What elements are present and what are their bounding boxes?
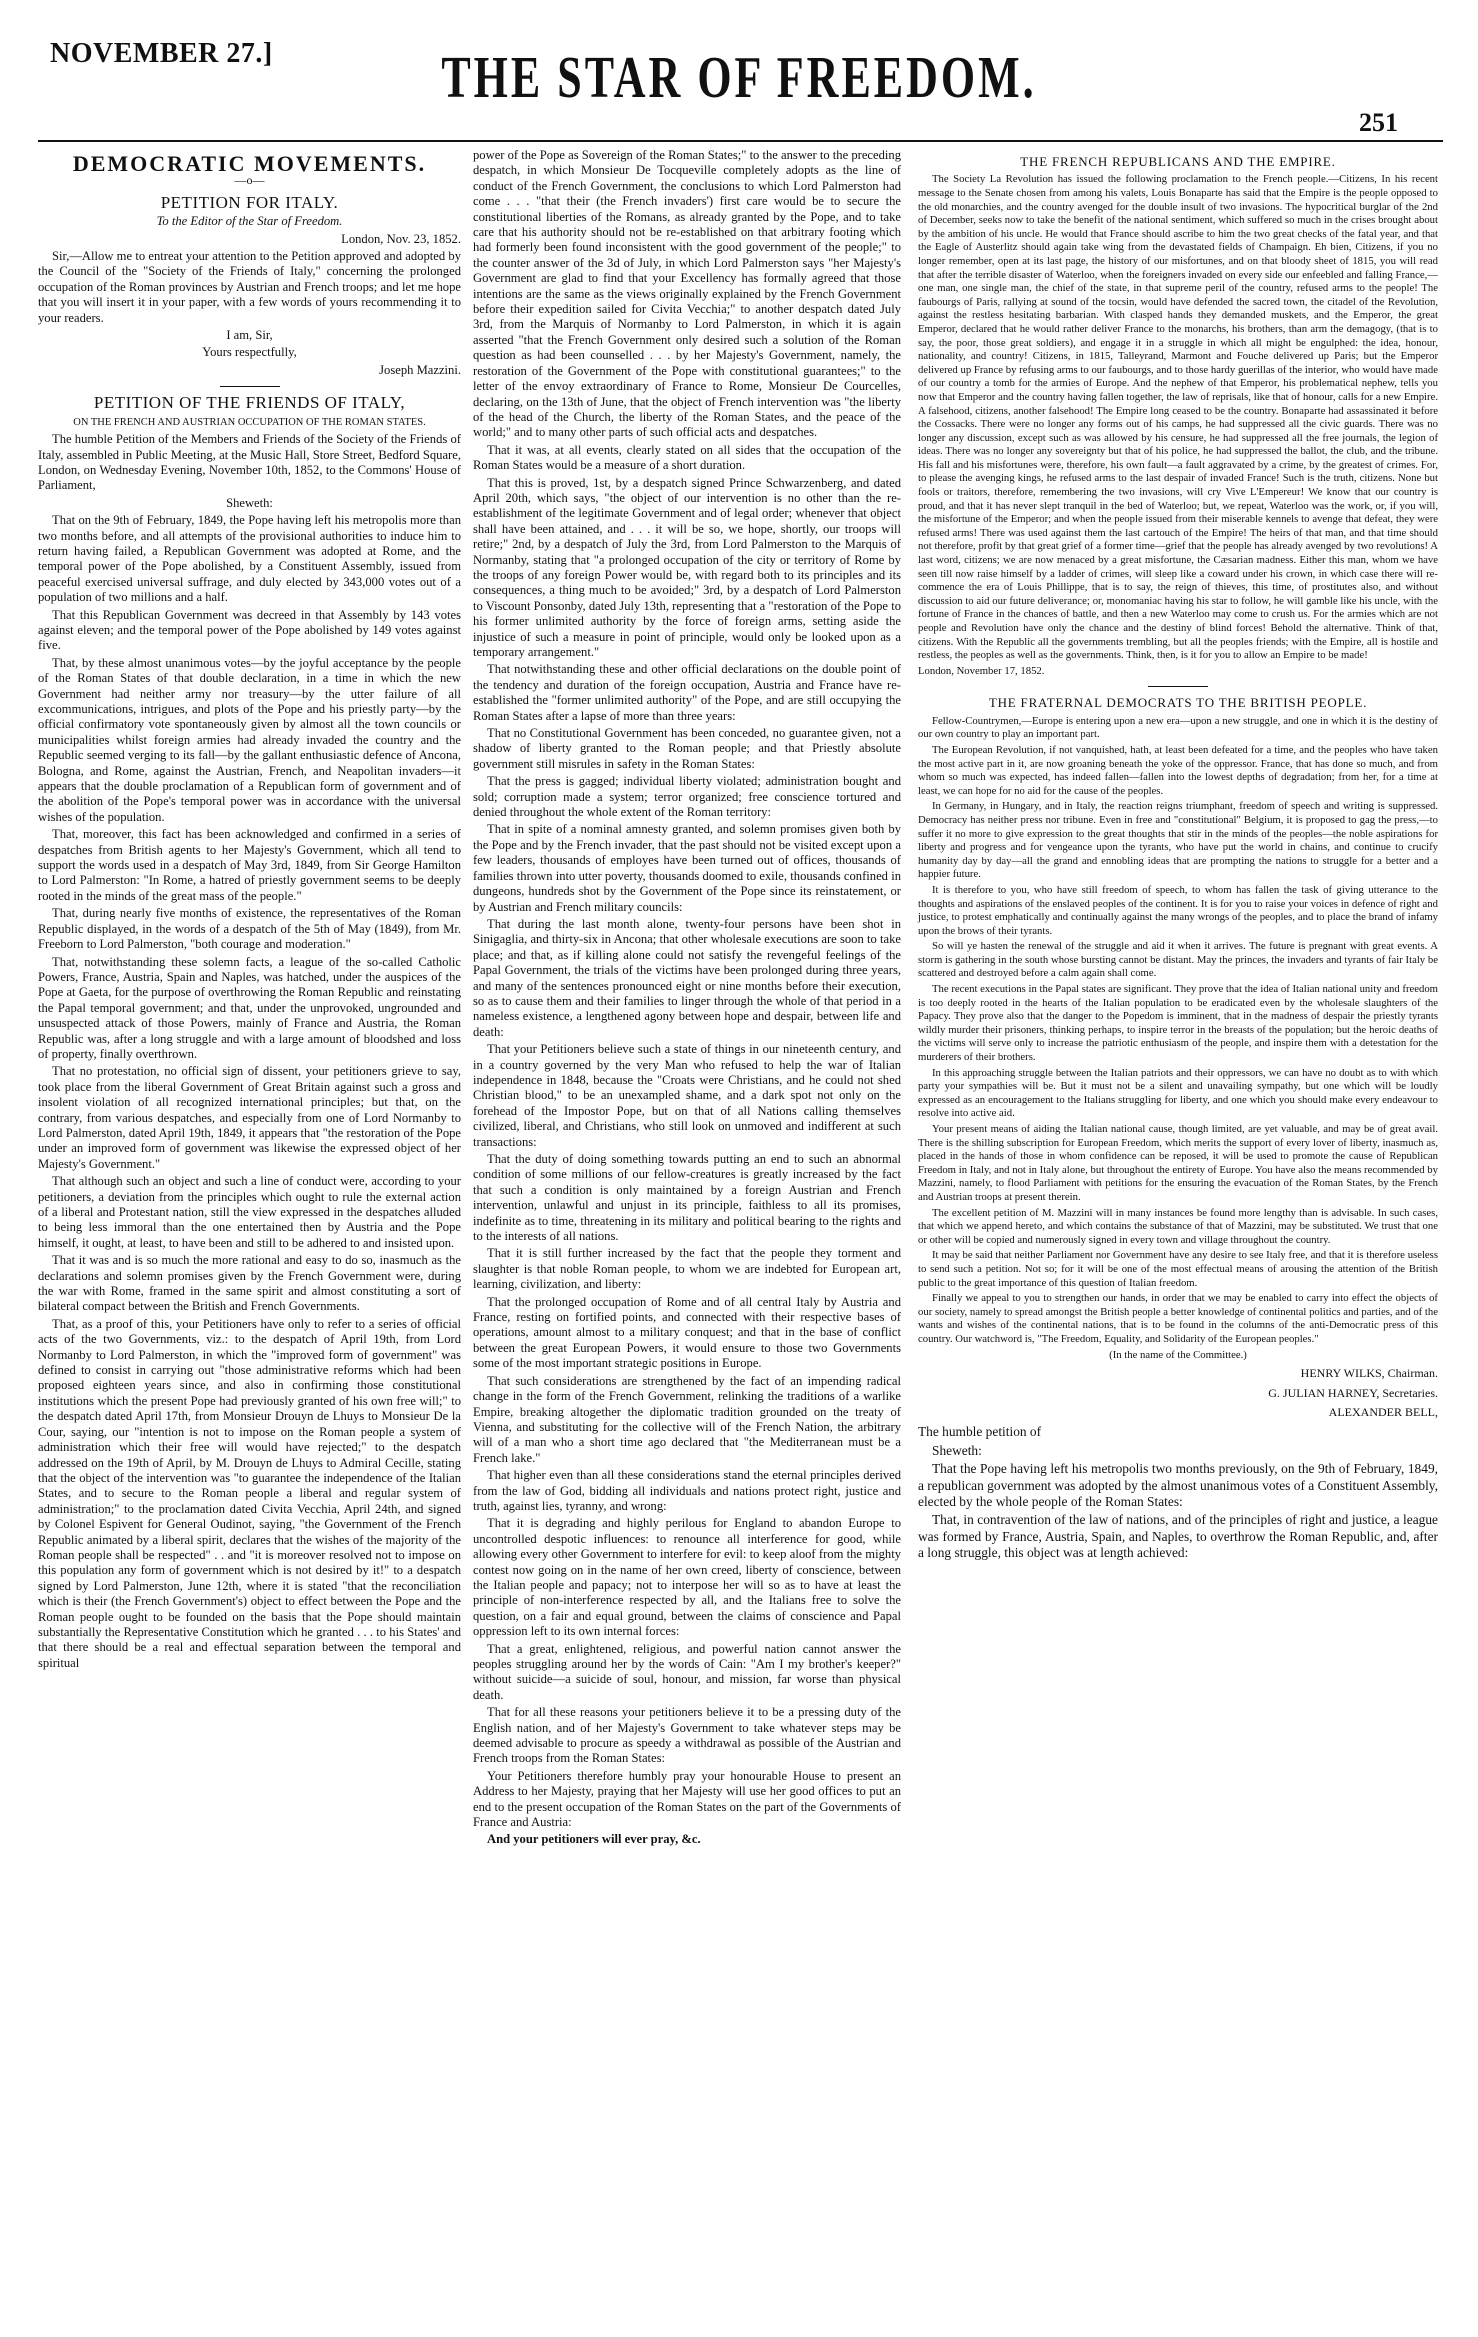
paragraph: That, moreover, this fact has been acknowledged and confirmed in a series of despatches from British agents to her Majesty's Government, which all tend to support the words used in a despatch of May 3rd, 1849, from Sir George Hamilton to Lord Palmerston: "In Rome, a hatred of priestly government seems to be deeply rooted in the minds of the great mass of the people." (38, 827, 461, 903)
paragraph: That on the 9th of February, 1849, the Pope having left his metropolis more than two months before, and all attempts of the provisional authorities to induce him to return having failed, a Republican Government was adopted at Rome, and the temporal power of the Pope abolished, by a Constituent Assembly, issued from peaceful exercised universal suffrage, and duly elected by 343,000 votes out of a population of two millions and a half. (38, 513, 461, 605)
signatory: ALEXANDER BELL, (1328, 1404, 1438, 1419)
paragraph: That a great, enlightened, religious, and powerful nation cannot answer the peoples struggling around her by the words of Cain: "Am I my brother's keeper?" without suicide—a suicide of soul, honour, and mission, far worse than physical death. (473, 1641, 901, 1702)
paragraph: That it is degrading and highly perilous for England to abandon Europe to uncontrolled despotic influences: to renounce all interference for good, while allowing every other Government to interfere for evil: to keep aloof from the mighty contest now going on in the name of her own creed, liberty of conscience, between the Italian people and papacy; not to interpose her will so as to have at least the principle of non-interference respected by all, and the Italians free to solve the question, on a fair and equal ground, between the claims of conscience and Papal oppression left to its own internal forces: (473, 1516, 901, 1639)
closing: I am, Sir, (226, 328, 273, 343)
masthead (0, 0, 1478, 140)
section-heading: DEMOCRATIC MOVEMENTS. (72, 151, 427, 176)
paragraph: That this is proved, 1st, by a despatch signed Prince Schwarzenberg, and dated April 20th, which says, "the object of our intervention is no other than the re-establishment of the legitimate Government and of legal order; whenever that object shall have been attained, and . . . it will be so, we hope, shortly, our troops will retire;" 2nd, by a despatch of July the 3rd, from Lord Palmerston to the Marquis of Normanby, stating that "a prolonged occupation of the city or territory of Rome by the troops of any foreign Power would be, with regard both to its principles and its consequences, a thing much to be avoided;" 3rd, by a despatch of Lord Palmerston to Viscount Ponsonby, dated July 13th, representing that a "restoration of the Pope to his former unlimited authority by the force of foreign arms, setting aside the injustice of such a measure in point of principle, would only be looked upon as a temporary arrangement." (473, 475, 901, 659)
paragraph: That no Constitutional Government has been conceded, no guarantee given, not a shadow of liberty granted to the Roman people; and that Priestly absolute government still misrules in safety in the Roman States: (473, 726, 901, 771)
committee-note: (In the name of the Committee.) (1109, 1348, 1247, 1361)
paragraph: The recent executions in the Papal states are significant. They prove that the idea of Italian national unity and freedom is too deeply rooted in the hearts of the Italian population to be eradicated even by the wholesale slaughters of the Papacy. They prove also that the danger to the Popedom is imminent, that in the madness of despair the priestly tyrants wildly murder their prisoners, thinking perhaps, to inspire terror in the breasts of the population; but the heroic deaths of the victims will serve only to increase the patriotic enthusiasm of the people, and inspire them with a detestation for the murderers of their brothers. (918, 983, 1438, 1064)
article-subtitle: ON THE FRENCH AND AUSTRIAN OCCUPATION OF THE ROMAN STATES. (73, 416, 426, 428)
paragraph: That it is still further increased by the fact that the people they torment and slaughter is that noble Roman people, to whom we are indebted for European art, learning, civilization, and liberty: (473, 1246, 901, 1292)
paragraph: In Germany, in Hungary, and in Italy, the reaction reigns triumphant, freedom of speech and writing is suppressed. Democracy has neither press nor tribune. Even in free and "constitutional" Belgium, it is proposed to gag the press,—to suffer it no more to give expression to the great thoughts that stir in the minds of the peoples—the noble aspirations for liberty and progress and for vengeance upon the tyrants, who have put the world in chains, and continue to crucify humanity day by day—all the grand and ennobling ideas that are prompting the nations to struggle for a better and a happier future. (918, 800, 1438, 881)
column-1 (38, 148, 461, 1673)
paragraph: Your present means of aiding the Italian national cause, though limited, are yet valuable, and may be of great avail. There is the shilling subscription for European Freedom, which merits the support of every lover of liberty, inasmuch as, placed in the hands of those in whom confidence can be reposed, it will be used to promote the cause of Republican Freedom in Italy, and not in Italy alone, but throughout the entirety of Europe. You have also the means recommended by Mazzini, namely, to flood Parliament with petitions for the ensuring the evacuation of the Roman States, by the French and Austrian troops at present therein. (918, 1123, 1438, 1203)
paragraph: It is therefore to you, who have still freedom of speech, to whom has fallen the task of giving utterance to the thoughts and aspirations of the enslaved peoples of the continent. It is for you to raise your voices in defence of right and justice, to protest emphatically and continually against the many wrongs of the peoples, and to place the brand of infamy upon the brows of their tyrants. (918, 883, 1438, 937)
paragraph: The excellent petition of M. Mazzini will in many instances be found more lengthy than is advisable. In such cases, that which we append hereto, and which contains the substance of that of Mazzini, may be substituted. We trust that one or other will be copied and numerously signed in every town and village throughout the country. (918, 1206, 1438, 1246)
signature: Joseph Mazzini. (379, 362, 461, 377)
dateline-2: London, November 17, 1852. (918, 664, 1045, 677)
paragraph: That it was, at all events, clearly stated on all sides that the occupation of the Roman States would be a measure of a short duration. (473, 442, 901, 473)
sheweth: Sheweth: (226, 495, 273, 510)
paragraph: That the Pope having left his metropolis two months previously, on the 9th of February, 1849, a republican government was adopted by the almost unanimous votes of a Constituent Assembly, elected by the whole people of the Roman States: (918, 1461, 1438, 1509)
paragraph: That, notwithstanding these solemn facts, a league of the so-called Catholic Powers, France, Austria, Spain and Naples, was hatched, under the auspices of the Pope at Gaeta, for the purpose of overthrowing the Roman Republic and reinstating the Papal temporal government; and that, under the unprovoked, ungrounded and unsuspected attack of those Powers, mainly of France and Austria, the Roman Republic was, after a long struggle and with a large amount of bloodshed and loss of property, finally overthrown. (38, 954, 461, 1061)
paragraph: Your Petitioners therefore humbly pray your honourable House to present an Address to her Majesty, praying that her Majesty will use her good offices to put an end to the present occupation of the Roman States on the part of the Governments of France and Austria: (473, 1768, 901, 1830)
to-editor: To the Editor of the Star of Freedom. (156, 214, 343, 229)
paragraph: power of the Pope as Sovereign of the Roman States;" to the answer to the preceding despatch, in which Monsieur De Tocqueville completely adopts as the line of conduct of the French Government, the conclusions to which Lord Palmerston had come . . . "that their (the French invaders') first care would be to secure the constitutional liberties of the Romans, as already granted by the Pope, and to take care that his authority should not be re-established on that arbitrary footing which had formerly been found inconsistent with the good government of the people;" to the counter answer of the 3d of July, in which Lord Palmerston says "her Majesty's Government are glad to find that your Excellency has formally agreed that those intentions are the same as the views originally explained by the French Government before their expedition sailed for Civita Vecchia;" to another despatch dated July 3rd, from the Marquis of Normanby to Lord Palmerston, in which it is again asserted "that the French Government only desired such a solution of the Roman question as had been counselled . . . by her Majesty's Government, namely, the restoration of the Government of the Pope with constitutional guarantees;" to the letter of the envoy extraordinary of France to Rome, Monsieur De Courcelles, declaring, on the 13th of June, that the object of French intervention was "the liberty of the head of the Church, the liberty of the Roman States, and the peace of the world;" and to many other parts of such official acts and despatches. (473, 148, 901, 440)
article-title-2: PETITION OF THE FRIENDS OF ITALY, (93, 393, 406, 413)
column-3 (918, 148, 1438, 1564)
fraternal-article (918, 715, 1438, 1362)
humble-petition: The humble petition of (918, 1424, 1042, 1440)
paragraph: So will ye hasten the renewal of the struggle and aid it when it arrives. The future is pregnant with great events. A storm is gathering in the south whose bursting cannot be distant. May the princes, the invaders and tyrants of fair Italy be scattered and destroyed before a calm again shall come. (918, 940, 1438, 980)
paragraph: The European Revolution, if not vanquished, hath, at least been defeated for a time, and the peoples who have taken the most active part in it, are now groaning beneath the yoke of the oppressor. France, that has done so much, and from whom so much was expected, has indeed fallen—fallen into the lowest depths of degradation; from her, for a time at least, we can hope for no aid for the cause of the peoples. (918, 743, 1438, 797)
paragraph: That the press is gagged; individual liberty violated; administration bought and sold; corruption made a system; terror organized; free conscience tortured and denied throughout the whole extent of the Roman territory: (473, 774, 901, 820)
paragraph: The Society La Revolution has issued the following proclamation to the French people.—Citizens, In his recent message to the Senate chosen from among his valets, Louis Bonaparte has said that the Empire is the people opposed to the old monarchies, and the country avenged for the double insult of two invasions. The hypocritical burglar of the 2nd of December, seeks now to take the benefit of the national sentiment, which suffered so much in the crises brought about by the ambition of his uncle. He would that France should ascribe to him the two great checks of the fatal year, and that the Eagle of Austerlitz should again take wing from the devastated fields of Champaign. Eh bien, Citizens, if you no longer remember, open at its last page, the history of our misfortunes, and on that bloody sheet of 1815, you will read that after the terrible disaster of Waterloo, when the foreigners invaded on every side our enfeebled and falling France,—one man, one single man, the chief of the state, in that supreme peril of the country, refused arms to the people! The faubourgs of Paris, rallying at sound of the tocsin, would have defended the sacred town, the citadel of the Revolution, against the restless hesitating barbarian. With clasped hands they demanded muskets, and the Emperor, the great Emperor, declared that he would rather deliver France to the monarchs, his brothers, than arm the demagogy, (that is to say, the poor, those great soldiers), and engage it in a struggle in which all might be engulphed: the idea, honour, nationality, and country! Citizens, in 1815, Talleyrand, Marmont and Fouche delivered up Paris; but the Emperor delivered up France by refusing arms to our faubourgs, and to those hardy guerillas of the interior, who would have made of our country a tomb for the armies of Europe. And the nephew of that Emperor, his problematical nephew, tells you now that Emperor and the country having fallen together, the law of reprisals, like that of honour, calls for a new Empire. A falsehood, citizens, another falsehood! The Empire long ceased to be the country. Bonaparte had assassinated it before the Cossacks. There were no longer any forms out of his camps, he had suppressed all the civic guards. There was no longer any discussion, except such as was allowed by his censure, he had suppressed all the free journals, the legion of ideas. There was no longer any sovereignty but that of his police, he had suppressed the ballot, the club, and the tribune. His fall and his misfortunes were, therefore, his own fault—a fault aggravated by a crime, by the greatest of crimes. For, to please the avenging kings, he refused arms to the last despair of invaded France! Such is the truth, citizens. None but fools or traitors, therefore, remembering the two invasions, will cry Vive L'Empereur! We know that our country is proud, and that it has never slept tranquil in the bed of Waterloo; but, we repeat, Waterloo was the work, or, if you will, the misfortune of the Emperor; and when the people issued from their miserable kennels to avenge that defeat, they were refused arms! There was used against them the last cartouch of the Empire! The heirs of that man, and that time should not therefore, profit by that great grief of a former time—grief that the people has already avenged by two revolutions! A last word, citizens; we are now menaced by a great misfortune, the Cæsarian madness. Either this man, whom we have seen till now raise himself by a ladder of crimes, will sleep like a coward under his crown, in which case there will re-commence the era of Louis Phillippe, that is to say, the reign of thieves, this time, of prostitutes also, and without discussion to aid our future deliverance; or, monomaniac having his star to follow, he will gamble like his uncle, with the fortune of France in the chances of battle, and then a new Waterloo may come to crush us. For the armies which are not people and Revolution have only the chance and the destiny of blind forces! Behold the alternative. Think of that, citizens. With the Republic all the governments trembling, but all the peoples friends; with the Empire, all is hostile and restless, the peoples as well as the governments. Think, then, is it for you to allow an Empire to be made! (918, 173, 1438, 662)
masthead-rule (38, 140, 1443, 142)
dateline: London, Nov. 23, 1852. (341, 231, 461, 246)
french-article (918, 173, 1438, 678)
page-number: 251 (1359, 108, 1398, 137)
newspaper-title: THE STAR OF FREEDOM. (441, 44, 1037, 111)
petition-intro: The humble Petition of the Members and Friends of the Society of the Friends of Italy, assembled in Public Meeting, at the Music Hall, Store Street, Bedford Square, London, on Wednesday Evening, November 10th, 1852, to the Commons' House of Parliament, (38, 432, 461, 493)
article-title: PETITION FOR ITALY. (160, 192, 339, 212)
signatory-name: G. JULIAN HARNEY, (1268, 1385, 1380, 1400)
paragraph: That no protestation, no official sign of dissent, your petitioners grieve to say, took place from the liberal Government of Great Britain against such a gross and insolent violation of all recognized international principles; but that, on the contrary, from various despatches, and especially from one of Lord Normanby to Lord Palmerston, dated April 19th, 1849, it appears that "the restoration of the Pope under an improved form of government was likewise the expressed object of her Majesty's Government." (38, 1064, 461, 1171)
paragraph: That such considerations are strengthened by the fact of an impending radical change in the form of the French Government, relinking the traditions of a warlike Empire, breaking altogether the diplomatic tradition grounded on the treaty of Vienna, and substituting for the collective will of the French Nation, the arbitrary will of a man who a short time ago declared that "the Mediterranean must be a French lake." (473, 1373, 901, 1465)
sheweth: Sheweth: (932, 1442, 982, 1458)
divider (220, 386, 280, 387)
petition-form (918, 1424, 1438, 1561)
ornament: —o— (234, 173, 265, 188)
paragraph: That, in contravention of the law of nations, and of the principles of right and justice, a league was formed by France, Austria, Spain, and Naples, to overthrow the Roman Republic, and, after a long struggle, this object was at length achieved: (918, 1512, 1438, 1561)
closing-line: And your petitioners will ever pray, &c. (487, 1832, 701, 1847)
paragraph: That, by these almost unanimous votes—by the joyful acceptance by the people of the Roman States of that double declaration, in a time in which the new Government had neither army nor treasury—by the utter failure of all excommunications, intrigues, and plots of the Pope and his priestly party—by the official confirmatory vote spontaneously given by almost all the town councils or municipalities whilst foreign armies had already invaded the country and the Republic seemed verging to its fall—by the gallant enthusiastic defence of Ancona, Bologna, and Rome, against the Austrian, French, and Neapolitan invaders—it appears that the double proclamation of a Republican form of government and of the abolition of the Pope's temporal power was in accordance with the universal wishes of the population. (38, 655, 461, 824)
issue-date: NOVEMBER 27.] (50, 38, 273, 69)
paragraph: That the duty of doing something towards putting an end to such an abnormal condition of some millions of our fellow-creatures is greatly increased by the fact that such a condition is only maintained by a foreign Austrian and French intervention, unlawful and unjust in its principle, faithless to all its promises, indefinite as to time, threatening in its military and political bearing to the rights and to the interests of all nations. (473, 1152, 901, 1244)
paragraph: That the prolonged occupation of Rome and of all central Italy by Austria and France, resting on fortified points, and connected with their respective bases of operations, amount almost to a military conquest; and that in the base of conflict between the great European Powers, it would ensure to those two Governments some of the most important strategic positions in Europe. (473, 1294, 901, 1371)
paragraph: That during the last month alone, twenty-four persons have been shot in Sinigaglia, and thirty-six in Ancona; that other wholesale executions are soon to take place; and that, as if killing alone could not satisfy the revengeful feelings of the Papal Government, the trials of the victims have been prolonged during three years, and many of the sentences pronounced eight or nine months before their execution, so as to cause them and their families to linger through the whole of that period in a nameless existence, a lengthened agony between hope and despair, between life and death: (473, 916, 901, 1039)
letter-paragraph: Sir,—Allow me to entreat your attention to the Petition approved and adopted by the Council of the "Society of the Friends of Italy," concerning the prolonged occupation of the Roman provinces by Austrian and French troops; and let me hope that you will insert it in your paper, with a few words of yours recommending it to your readers. (38, 249, 461, 325)
secretaries-label: Secretaries. (1382, 1385, 1438, 1400)
paragraph: Fellow-Countrymen,—Europe is entering upon a new era—upon a new struggle, and one in which it is the destiny of our own country to play an important part. (918, 714, 1438, 741)
paragraph: That although such an object and such a line of conduct were, according to your petitioners, a deviation from the principles which ought to rule the external action of a liberal and Protestant nation, still the view expressed in the despatches alluded to being less immoral than the one entertained then by Austria and the Pope himself, it ought, at least, to have been and still to be adhered to and insisted upon. (38, 1174, 461, 1250)
article-title-4: THE FRATERNAL DEMOCRATS TO THE BRITISH PEOPLE. (988, 695, 1368, 711)
paragraph: That higher even than all these considerations stand the eternal principles derived from the law of God, bidding all individuals and nations protect right, justice and truth, against lies, tyranny, and wrong: (473, 1468, 901, 1513)
paragraph: That, as a proof of this, your Petitioners have only to refer to a series of official acts of the two Governments, viz.: to the despatch of April 19th, from Lord Normanby to Lord Palmerston, in which the "improved form of government" was defined to consist in carrying out "those administrative reforms which had been proposed eighteen years since, and also in confirming those constitutional institutions which the present Pope had previously granted of his own free will;" to the despatch dated April 17th, from Monsieur Drouyn de Lhuys to Monsieur De la Cour, saying, our "intention is not to impose on the Roman people a system of administration which their free will would have rejected;" to the despatch addressed on the 19th of April, by M. Drouyn de Lhuys to Admiral Cecille, stating that the object of the intervention was "to guarantee the independence of the Italian States, and to secure to the Roman people a liberal and regular system of administration;" to the proclamation dated Civita Vecchia, April 24th, and signed by Colonel Espivent for General Oudinot, saying, "the Government of the French Republic animated by a liberal spirit, declares that the wishes of the majority of the Roman people shall be respected" . . and "it is moreover resolved not to impose on this population any form of government which is not desired by it!" to a despatch signed by Lord Palmerston, June 12th, where it is stated "that the reconciliation which is their (the French Government's) object to effect between the Pope and the Roman people ought to be founded on the basis that the Pope should maintain substantially the Representative Constitution which he granted . . . to his States' and that there should be a real and effectual separation between the temporal and spiritual (38, 1316, 461, 1670)
signatory: HENRY WILKS, Chairman. (1300, 1366, 1438, 1381)
paragraph: It may be said that neither Parliament nor Government have any desire to see Italy free, and that it is therefore useless to send such a petition. Not so; for it will be one of the most effectual means of arousing the attention of the British public to the great importance of this question of Italian freedom. (918, 1249, 1438, 1289)
paragraph: In this approaching struggle between the Italian patriots and their oppressors, we can have no doubt as to with which party your sympathies will be. But it must not be a silent and unavailing sympathy, but one which will be loudly expressed as an encouragement to the Italians struggling for liberty, and one which you should make every endeavour to resolve into active aid. (918, 1066, 1438, 1120)
paragraph: That it was and is so much the more rational and easy to do so, inasmuch as the declarations and solemn promises given by the French Government were, during the war with Rome, framed in the same spirit and almost constituting a sort of bilateral compact between the British and French Governments. (38, 1253, 461, 1314)
paragraph: That this Republican Government was decreed in that Assembly by 143 votes against eleven; and the temporal power of the Pope abolished by 149 votes against five. (38, 607, 461, 653)
signatory (918, 1386, 1438, 1401)
paragraph: That your Petitioners believe such a state of things in our nineteenth century, and in a country governed by the very Man who refused to help the war of Italian independence in 1848, because the "Croats were Christians, and he could not shed Christian blood," to be an unexampled shame, and a dark spot not only on the forehead of the Impostor Pope, but on that of all Nations calling themselves civilized, liberal, and Christians, who still look on unmoved and indifferent at such transactions: (473, 1042, 901, 1149)
paragraph: That for all these reasons your petitioners believe it to be a pressing duty of the English nation, and of her Majesty's Government to take whatever steps may be deemed advisable to procure as speedy a withdrawal as possible of the Austrian and French troops from the Roman States: (473, 1705, 901, 1766)
divider (1148, 686, 1208, 687)
paragraph: That in spite of a nominal amnesty granted, and solemn promises given both by the Pope and by the French invader, that the past should not be visited except upon a few leaders, thousands of employes have been turned out of offices, thousands of families thrown into utter poverty, thousands doomed to exile, thousands confined in dungeons, hundreds shot by the Government of the Pope since its reinstatement, or by Austrian and French military councils: (473, 822, 901, 914)
article-title-3: THE FRENCH REPUBLICANS AND THE EMPIRE. (1020, 154, 1336, 169)
column-2 (473, 148, 901, 1850)
paragraph: That, during nearly five months of existence, the representatives of the Roman Republic displayed, in the words of a despatch of the 5th of May (1849), from Mr. Freeborn to Lord Palmerston, "both courage and moderation." (38, 906, 461, 952)
paragraph: Finally we appeal to you to strengthen our hands, in order that we may be enabled to carry into effect the objects of our society, namely to spread amongst the British people a better knowledge of continental politics and parties, and of the wants and wishes of the continental nations, that is to be found in the columns of the anti-Democratic press of this country. Our watchword is, "The Freedom, Equality, and Solidarity of the European peoples." (918, 1292, 1438, 1345)
paragraph: That notwithstanding these and other official declarations on the double point of the tendency and duration of the foreign occupation, Austria and France have re-established the "former unlimited authority" of the Pope, and are still occupying the Roman States after a lapse of more than three years: (473, 662, 901, 723)
closing-2: Yours respectfully, (202, 345, 297, 360)
